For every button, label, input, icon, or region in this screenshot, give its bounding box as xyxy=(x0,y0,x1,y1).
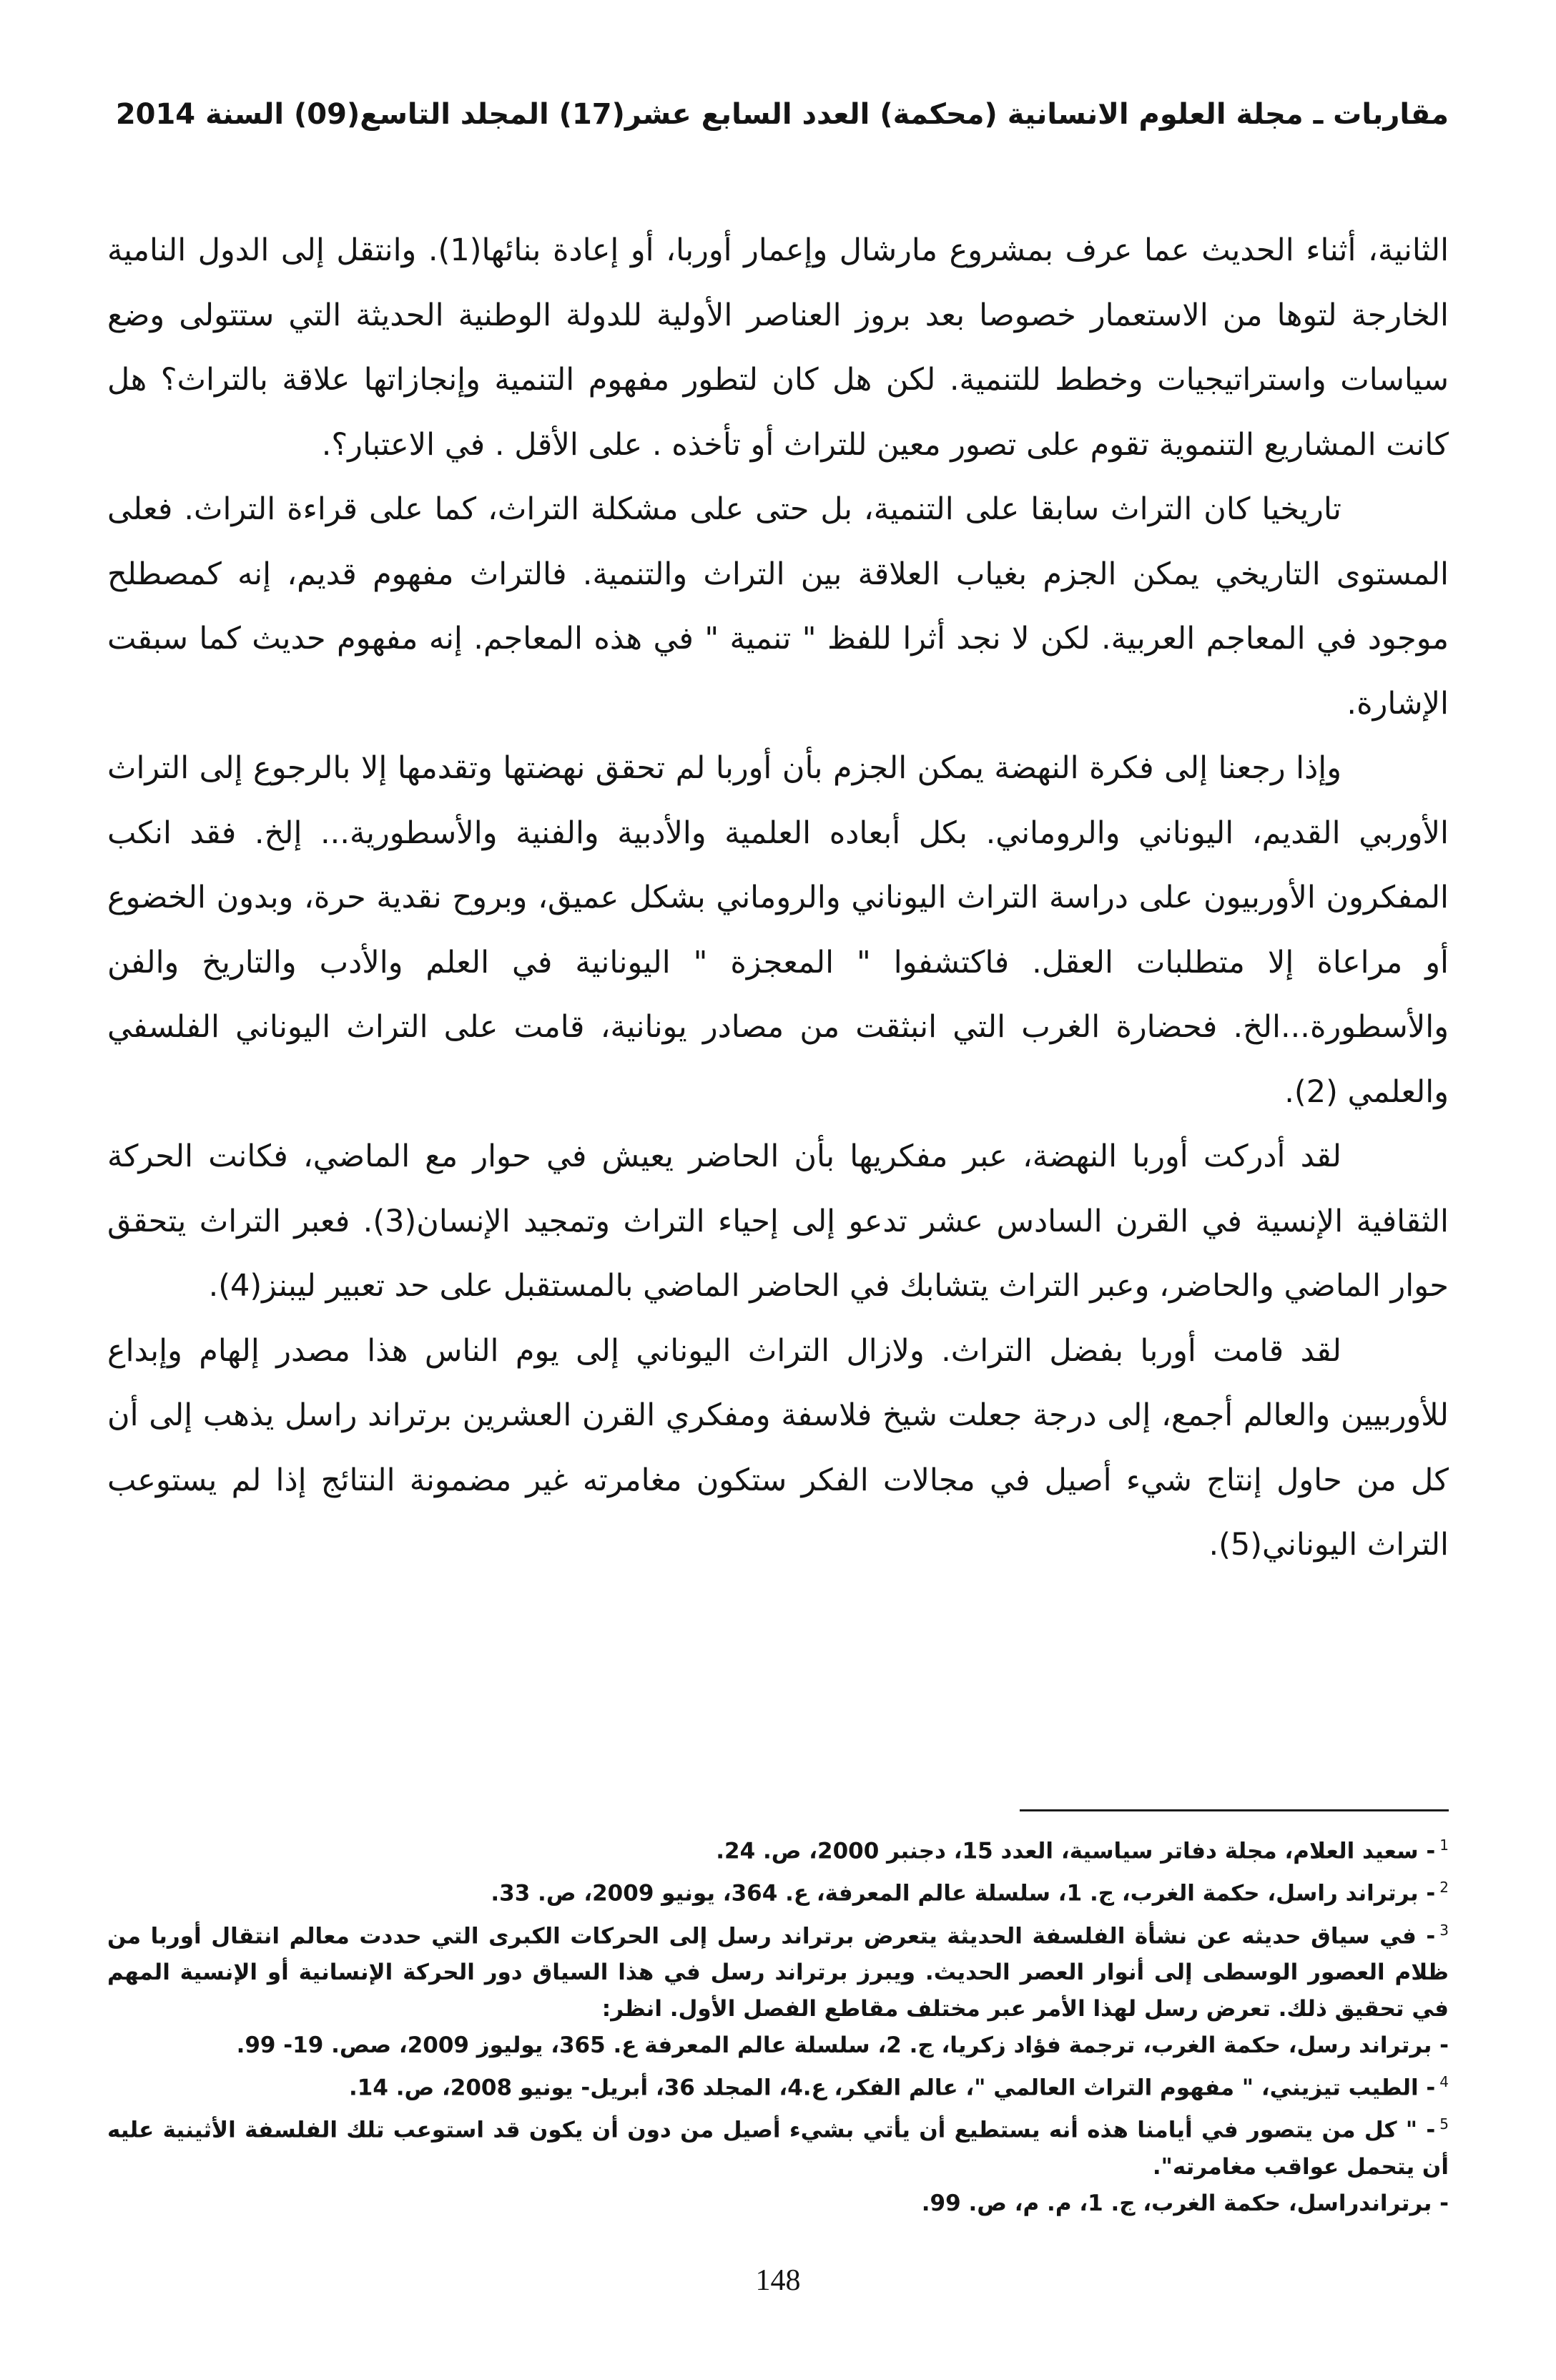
footnote-1 xyxy=(107,1827,1449,1869)
footnote-text: - برتراند راسل، حكمة الغرب، ج. 1، سلسلة عالم المعرفة، ع. 364، يونيو 2009، ص. 33. xyxy=(491,1880,1436,1907)
footnotes xyxy=(107,1827,1449,2222)
footnote-number: 4 xyxy=(1439,2072,1449,2090)
paragraph-2: تاريخيا كان التراث سابقا على التنمية، بل حتى على مشكلة التراث، كما على قراءة التراث. فعلى المستوى التاريخي يمكن الجزم بغياب العلاقة بين التراث والتنمية. فالتراث مفهوم قديم، إنه كمصطلح موجود في المعاجم العربية. لكن لا نجد أثرا للفظ " تنمية " في هذه المعاجم. إنه مفهوم حديث كما سبقت الإشارة. xyxy=(107,491,1449,722)
paragraph-3: وإذا رجعنا إلى فكرة النهضة يمكن الجزم بأن أوربا لم تحقق نهضتها وتقدمها إلا بالرجوع إلى التراث الأوربي القديم، اليوناني والروماني. بكل أبعاده العلمية والأدبية والفنية والأسطورية... إلخ. فقد انكب المفكرون الأوربيون على دراسة التراث اليوناني والروماني بشكل عميق، وبروح نقدية حرة، وبدون الخضوع أو مراعاة إلا متطلبات العقل. فاكتشفوا " المعجزة " اليونانية في العلم والأدب والتاريخ والفن والأسطورة...الخ. فحضارة الغرب التي انبثقت من مصادر يونانية، قامت على التراث اليوناني الفلسفي والعلمي (2). xyxy=(107,750,1449,1110)
paragraph-4: لقد أدركت أوربا النهضة، عبر مفكريها بأن الحاضر يعيش في حوار مع الماضي، فكانت الحركة الثقافية الإنسية في القرن السادس عشر تدعو إلى إحياء التراث وتمجيد الإنسان(3). فعبر التراث يتحقق حوار الماضي والحاضر، وعبر التراث يتشابك في الحاضر الماضي بالمستقبل على حد تعبير ليبنز(4). xyxy=(107,1139,1449,1304)
footnote-number: 3 xyxy=(1439,1921,1449,1939)
footnote-text: - الطيب تيزيني، " مفهوم التراث العالمي "، عالم الفكر، ع.4، المجلد 36، أبريل- يونيو 2008، ص. 14. xyxy=(348,2075,1436,2101)
body-text xyxy=(107,218,1449,1578)
footnote-5-reference: - برتراندراسل، حكمة الغرب، ج. 1، م. م، ص. 99. xyxy=(921,2190,1449,2216)
footnote-separator xyxy=(1020,1809,1449,1811)
footnote-3 xyxy=(107,1912,1449,2027)
footnote-3-reference: - برتراند رسل، حكمة الغرب، ترجمة فؤاد زكريا، ج. 2، سلسلة عالم المعرفة ع. 365، يوليوز 2009، صص. 19- 99. xyxy=(236,2032,1449,2058)
footnote-4 xyxy=(107,2064,1449,2106)
running-header: مقاربات ـ مجلة العلوم الانسانية (محكمة) العدد السابع عشر(17) المجلد التاسع(09) السنة 2014 xyxy=(115,98,1449,131)
footnote-number: 1 xyxy=(1439,1836,1449,1854)
footnote-number: 5 xyxy=(1439,2115,1449,2133)
footnote-text: - في سياق حديثه عن نشأة الفلسفة الحديثة يتعرض برتراند رسل إلى الحركات الكبرى التي حددت معالم انتقال أوربا من ظلام العصور الوسطى إلى أنوار العصر الحديث. ويبرز برتراند رسل في هذا السياق دور الحركة الإنسانية أو الإنسية المهم في تحقيق ذلك. تعرض رسل لهذا الأمر عبر مختلف مقاطع الفصل الأول. انظر: xyxy=(107,1922,1449,2022)
footnote-text: - سعيد العلام، مجلة دفاتر سياسية، العدد 15، دجنبر 2000، ص. 24. xyxy=(716,1838,1436,1864)
footnote-5 xyxy=(107,2106,1449,2185)
paragraph-5: لقد قامت أوربا بفضل التراث. ولازال التراث اليوناني إلى يوم الناس هذا مصدر إلهام وإبداع للأوربيين والعالم أجمع، إلى درجة جعلت شيخ فلاسفة ومفكري القرن العشرين برتراند راسل يذهب إلى أن كل من حاول إنتاج شيء أصيل في مجالات الفكر ستكون مغامرته غير مضمونة النتائج إذا لم يستوعب التراث اليوناني(5). xyxy=(107,1332,1449,1563)
footnote-2 xyxy=(107,1869,1449,1912)
paragraph-1: الثانية، أثناء الحديث عما عرف بمشروع مارشال وإعمار أوربا، أو إعادة بنائها(1). وانتقل إلى الدول النامية الخارجة لتوها من الاستعمار خصوصا بعد بروز العناصر الأولية للدولة الوطنية الحديثة التي ستتولى وضع سياسات واستراتيجيات وخطط للتنمية. لكن هل كان لتطور مفهوم التنمية وإنجازاتها علاقة بالتراث؟ هل كانت المشاريع التنموية تقوم على تصور معين للتراث أو تأخذه . على الأقل . في الاعتبار؟. xyxy=(107,232,1449,463)
page-number: 148 xyxy=(755,2264,801,2297)
footnote-text: - " كل من يتصور في أيامنا هذه أنه يستطيع أن يأتي بشيء أصيل من دون أن يكون قد استوعب تلك الفلسفة الأثينية عليه أن يتحمل عواقب مغامرته". xyxy=(107,2117,1449,2180)
footnote-number: 2 xyxy=(1439,1879,1449,1897)
